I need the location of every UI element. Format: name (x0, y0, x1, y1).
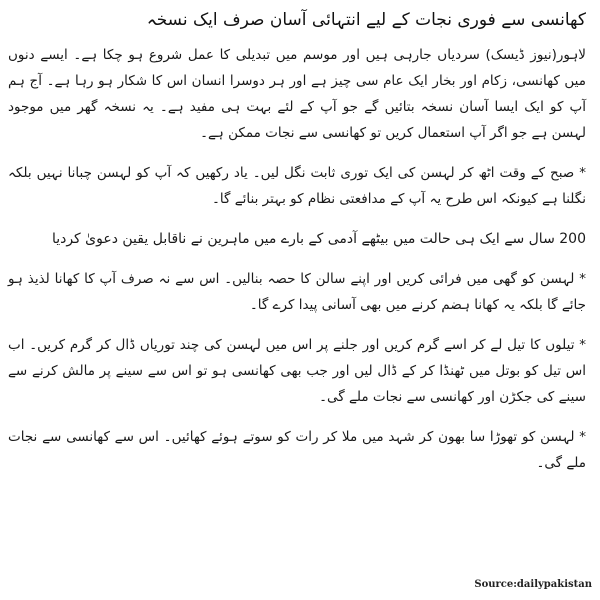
article-paragraph-tip-4: * لہسن کو تھوڑا سا بھون کر شہد میں ملا کر رات کو سوتے ہوئے کھائیں۔ اس سے کھانسی سے نجات ملے گی۔ (8, 429, 586, 471)
article-paragraph-tip-2: * لہسن کو گھی میں فرائی کریں اور اپنے سالن کا حصہ بنالیں۔ اس سے نہ صرف آپ کا کھانا لذیذ ہو جائے گا بلکہ یہ کھانا ہضم کرنے میں بھی آسانی پیدا کرے گا۔ (8, 271, 586, 313)
article-paragraph-tip-3: * تیلوں کا تیل لے کر اسے گرم کریں اور جلنے پر اس میں لہسن کی چند توریاں ڈال کر گرم کریں۔ اب اس تیل کو بوتل میں ٹھنڈا کر کے ڈال لیں اور جب بھی کھانسی ہو تو اس سے سینے پر مالش کرنے سے سینے کی جکڑن اور کھانسی سے نجات ملے گی۔ (8, 337, 586, 405)
article-paragraph-related: 200 سال سے ایک ہی حالت میں بیٹھے آدمی کے بارے میں ماہرین نے ناقابل یقین دعویٰ کردیا (51, 231, 586, 247)
article-paragraph-tip-1: * صبح کے وقت اٹھ کر لہسن کی ایک توری ثابت نگل لیں۔ یاد رکھیں کہ آپ کو لہسن چبانا نہیں بلکہ نگلنا ہے کیونکہ اس طرح یہ آپ کے مدافعتی نظام کو بہتر بنائے گا۔ (8, 165, 586, 207)
article-paragraph-intro: لاہور(نیوز ڈیسک) سردیاں جارہی ہیں اور موسم میں تبدیلی کا عمل شروع ہو چکا ہے۔ ایسے دنوں میں کھانسی، زکام اور بخار ایک عام سی چیز ہے اور ہر دوسرا انسان اس کا شکار ہو رہا ہے۔ آج ہم آپ کو ایک ایسا آسان نسخہ بتائیں گے جو آپ کے لئے بہت ہی مفید ہے۔ یہ نسخہ گھر میں موجود لہسن ہے جو اگر آپ استعمال کریں تو کھانسی سے نجات ممکن ہے۔ (8, 47, 586, 141)
article-title: کھانسی سے فوری نجات کے لیے انتہائی آسان صرف ایک نسخہ (146, 10, 586, 30)
source-credit: Source:dailypakistan (474, 579, 592, 590)
